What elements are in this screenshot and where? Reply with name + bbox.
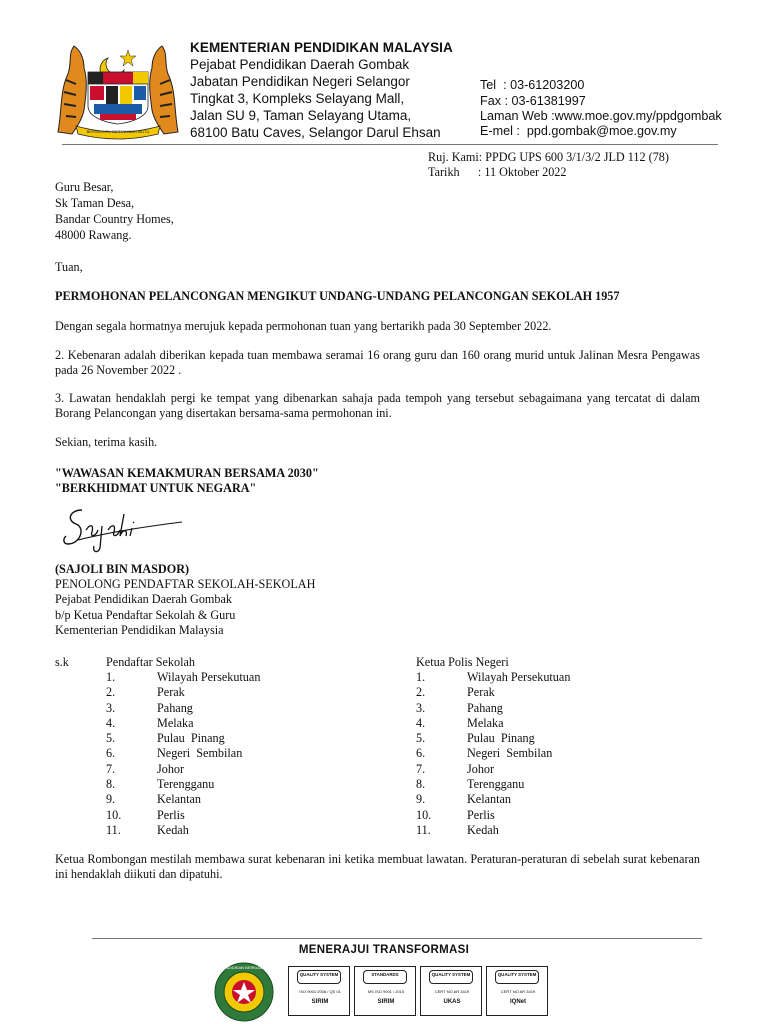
cc-item-state: Negeri Sembilan bbox=[157, 746, 243, 761]
cert-mark: SIRIM bbox=[377, 999, 395, 1005]
cc-item-number: 4. bbox=[106, 715, 116, 730]
footer-slogan: MENERAJUI TRANSFORMASI bbox=[298, 944, 470, 956]
cc-item-number: 9. bbox=[106, 792, 116, 807]
cert-number: ISO 9001:2008 / QS 01 bbox=[299, 989, 341, 994]
ministry-name: KEMENTERIAN PENDIDIKAN MALAYSIA bbox=[190, 40, 453, 55]
telephone: Tel : 03-61203200 bbox=[480, 78, 585, 92]
cc-item-number: 3. bbox=[416, 700, 426, 715]
cc-list-item bbox=[416, 762, 666, 777]
recipient-title: Guru Besar, bbox=[55, 180, 114, 194]
cc-list-item bbox=[416, 731, 666, 746]
paragraph-3: 3. Lawatan hendaklah pergi ke tempat yang dibenarkan sahaja pada tempoh yang tersebut sebagaimana yang tercatat di dalam Borang Pelancongan yang disertakan bersama-sama permohonan ini. bbox=[55, 391, 700, 420]
cc-item-number: 8. bbox=[416, 777, 426, 792]
salutation: Tuan, bbox=[55, 260, 83, 274]
letter-subject: PERMOHONAN PELANCONGAN MENGIKUT UNDANG-UNDANG PELANCONGAN SEKOLAH 1957 bbox=[55, 289, 620, 303]
cc-item-number: 2. bbox=[106, 685, 116, 700]
cc-item-state: Kedah bbox=[467, 822, 499, 837]
national-crest-logo bbox=[54, 40, 182, 140]
cc-item-state: Terengganu bbox=[467, 777, 525, 792]
cc-item-number: 1. bbox=[416, 670, 426, 684]
cc-item-state: Kelantan bbox=[157, 792, 201, 807]
footer-divider bbox=[92, 938, 702, 939]
signatory-position: PENOLONG PENDAFTAR SEKOLAH-SEKOLAH bbox=[55, 577, 316, 591]
cc-right-title: Ketua Polis Negeri bbox=[416, 655, 509, 669]
cc-label: s.k bbox=[55, 655, 69, 669]
state-department: Jabatan Pendidikan Negeri Selangor bbox=[190, 74, 410, 89]
office-name: Pejabat Pendidikan Daerah Gombak bbox=[190, 57, 410, 72]
cc-list-item bbox=[416, 808, 666, 823]
cc-list-item bbox=[416, 685, 666, 700]
cc-item-number: 9. bbox=[416, 792, 426, 807]
cc-item-state: Perlis bbox=[157, 807, 185, 822]
cert-number: MS ISO 9001 / 2015 bbox=[367, 989, 405, 994]
cc-item-number: 4. bbox=[416, 715, 426, 730]
cc-item-number: 8. bbox=[106, 777, 116, 792]
signatory-ministry: Kementerian Pendidikan Malaysia bbox=[55, 623, 224, 637]
cc-item-state: Terengganu bbox=[157, 777, 215, 792]
cc-item-state: Wilayah Persekutuan bbox=[157, 670, 261, 684]
crest-motto: BERSEKUTU BERTAMBAH MUTU bbox=[86, 129, 150, 134]
cc-list-item bbox=[106, 777, 356, 792]
website: Laman Web :www.moe.gov.my/ppdgombak bbox=[480, 109, 722, 123]
motto-wawasan: "WAWASAN KEMAKMURAN BERSAMA 2030" bbox=[55, 466, 319, 480]
cc-list-item bbox=[106, 808, 356, 823]
recipient-postcode: 48000 Rawang. bbox=[55, 228, 132, 242]
paragraph-2: 2. Kebenaran adalah diberikan kepada tuan membawa seramai 16 orang guru dan 160 orang murid untuk Jalinan Mesra Pengawas pada 26 November 2022 . bbox=[55, 348, 700, 377]
cc-item-state: Pulau Pinang bbox=[157, 731, 225, 746]
cc-item-state: Kedah bbox=[157, 822, 189, 837]
cert-badge-label: QUALITY SYSTEM bbox=[495, 970, 539, 984]
letter-date: Tarikh : 11 Oktober 2022 bbox=[428, 165, 567, 179]
cc-item-number: 5. bbox=[106, 731, 116, 746]
address-line-city: 68100 Batu Caves, Selangor Darul Ehsan bbox=[190, 125, 441, 140]
cert-number: CERT NO AR 3419 bbox=[500, 989, 536, 994]
cc-list-item bbox=[106, 701, 356, 716]
certification-badge-1 bbox=[288, 966, 350, 1016]
cc-item-number: 5. bbox=[416, 731, 426, 746]
cc-item-number: 10. bbox=[416, 807, 432, 822]
cert-mark: UKAS bbox=[443, 999, 461, 1005]
cc-item-number: 1. bbox=[106, 670, 116, 684]
certification-badge-3 bbox=[420, 966, 482, 1016]
certification-badge-2 bbox=[354, 966, 416, 1016]
handwritten-signature bbox=[60, 500, 190, 560]
cert-badge-label: QUALITY SYSTEM bbox=[297, 970, 341, 984]
reference-number: Ruj. Kami: PPDG UPS 600 3/1/3/2 JLD 112 (78) bbox=[428, 150, 669, 164]
recipient-area: Bandar Country Homes, bbox=[55, 212, 174, 226]
cc-item-state: Perak bbox=[157, 685, 185, 700]
seal-text: PENDIDIKAN BERKUALITI bbox=[219, 965, 269, 970]
signatory-on-behalf: b/p Ketua Pendaftar Sekolah & Guru bbox=[55, 608, 236, 622]
cc-list-item bbox=[416, 701, 666, 716]
cc-list-polis bbox=[416, 670, 666, 838]
recipient-school: Sk Taman Desa, bbox=[55, 196, 135, 210]
cc-list-item bbox=[106, 716, 356, 731]
cc-list-item bbox=[106, 731, 356, 746]
cc-item-number: 2. bbox=[416, 685, 426, 700]
cc-item-state: Perlis bbox=[467, 807, 495, 822]
cc-item-number: 10. bbox=[106, 807, 122, 822]
closing: Sekian, terima kasih. bbox=[55, 435, 158, 449]
quality-seal-logo bbox=[212, 960, 276, 1022]
cc-list-item bbox=[416, 716, 666, 731]
cc-list-item bbox=[106, 762, 356, 777]
address-line-street: Jalan SU 9, Taman Selayang Utama, bbox=[190, 108, 412, 123]
cc-item-state: Johor bbox=[157, 761, 185, 776]
cc-item-state: Melaka bbox=[157, 715, 194, 730]
address-line-building: Tingkat 3, Kompleks Selayang Mall, bbox=[190, 91, 405, 106]
cc-left-title: Pendaftar Sekolah bbox=[106, 655, 196, 669]
cc-list-item bbox=[106, 685, 356, 700]
cert-number: CERT NO AR 3419 bbox=[434, 989, 470, 994]
email: E-mel : ppd.gombak@moe.gov.my bbox=[480, 124, 677, 138]
cc-item-number: 6. bbox=[416, 746, 426, 761]
cc-item-state: Pahang bbox=[467, 700, 503, 715]
cc-list-item bbox=[416, 746, 666, 761]
motto-berkhidmat: "BERKHIDMAT UNTUK NEGARA" bbox=[55, 481, 257, 495]
cc-list-item bbox=[106, 823, 356, 838]
cc-item-state: Melaka bbox=[467, 715, 504, 730]
cc-list-item bbox=[106, 746, 356, 761]
cc-list-item bbox=[106, 670, 356, 685]
cc-item-number: 11. bbox=[416, 822, 431, 837]
cc-item-state: Negeri Sembilan bbox=[467, 746, 553, 761]
signatory-office: Pejabat Pendidikan Daerah Gombak bbox=[55, 592, 233, 606]
cc-list-item bbox=[106, 792, 356, 807]
cc-item-state: Wilayah Persekutuan bbox=[467, 670, 571, 684]
cc-list-item bbox=[416, 792, 666, 807]
cc-item-number: 6. bbox=[106, 746, 116, 761]
cc-list-item bbox=[416, 777, 666, 792]
signatory-name: (SAJOLI BIN MASDOR) bbox=[55, 562, 190, 576]
cert-mark: SIRIM bbox=[311, 999, 329, 1005]
cc-item-number: 7. bbox=[416, 761, 426, 776]
cc-item-number: 11. bbox=[106, 822, 121, 837]
cert-badge-label: STANDARDS bbox=[363, 970, 407, 984]
cc-item-state: Pulau Pinang bbox=[467, 731, 535, 746]
cc-item-state: Perak bbox=[467, 685, 495, 700]
cc-item-state: Kelantan bbox=[467, 792, 511, 807]
cert-badge-label: QUALITY SYSTEM bbox=[429, 970, 473, 984]
cc-item-state: Pahang bbox=[157, 700, 193, 715]
cert-mark: IQNet bbox=[509, 999, 526, 1005]
fax: Fax : 03-61381997 bbox=[480, 94, 586, 108]
cc-list-item bbox=[416, 670, 666, 685]
header-divider bbox=[62, 144, 718, 145]
cc-item-number: 7. bbox=[106, 761, 116, 776]
cc-item-number: 3. bbox=[106, 700, 116, 715]
cc-item-state: Johor bbox=[467, 761, 495, 776]
paragraph-1: Dengan segala hormatnya merujuk kepada permohonan tuan yang bertarikh pada 30 September 2022. bbox=[55, 319, 552, 333]
cc-list-item bbox=[416, 823, 666, 838]
certification-badge-4 bbox=[486, 966, 548, 1016]
final-note: Ketua Rombongan mestilah membawa surat kebenaran ini ketika membuat lawatan. Peraturan-peraturan di sebelah surat kebenaran ini hendaklah diikuti dan dipatuhi. bbox=[55, 852, 700, 881]
cc-list-pendaftar bbox=[106, 670, 356, 838]
